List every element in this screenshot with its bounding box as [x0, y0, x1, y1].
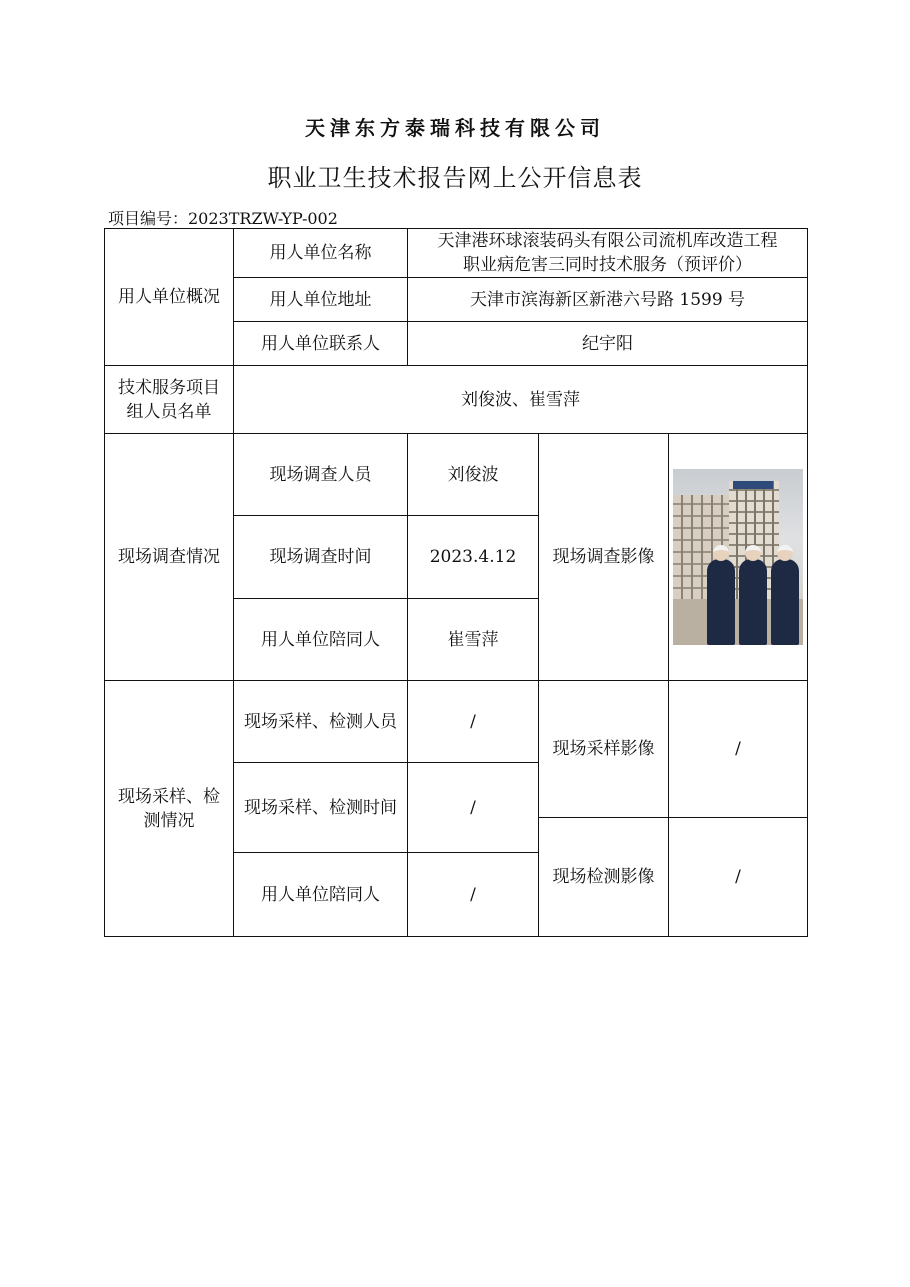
sampling-label-line1: 现场采样、检 [118, 786, 220, 807]
survey-staff-label: 现场调查人员 [234, 434, 408, 516]
employer-contact-value: 纪宇阳 [408, 322, 808, 366]
employer-name-line1: 天津港环球滚装码头有限公司流机库改造工程 [437, 231, 778, 251]
team-label-line1: 技术服务项目 [118, 377, 220, 398]
employer-address-value: 天津市滨海新区新港六号路 1599 号 [408, 278, 808, 322]
employer-name-value [408, 229, 808, 278]
sampling-image-label: 现场采样影像 [539, 681, 669, 818]
employer-overview-label: 用人单位概况 [105, 229, 234, 366]
project-number: 项目编号：2023TRZW-YP-002 [108, 209, 338, 228]
person-3 [771, 559, 799, 645]
sampling-staff-label: 现场采样、检测人员 [234, 681, 408, 763]
team-value: 刘俊波、崔雪萍 [234, 366, 808, 434]
sampling-image-value: / [669, 681, 808, 818]
employer-name-label: 用人单位名称 [234, 229, 408, 278]
person-1 [707, 559, 735, 645]
person-2 [739, 559, 767, 645]
person-1-head [713, 545, 729, 561]
sampling-staff-value: / [408, 681, 539, 763]
team-label [105, 366, 234, 434]
sampling-label [105, 681, 234, 937]
survey-staff-value: 刘俊波 [408, 434, 539, 516]
survey-image-label: 现场调查影像 [539, 434, 669, 681]
survey-image-cell [669, 434, 808, 681]
sampling-escort-value: / [408, 853, 539, 937]
survey-time-label: 现场调查时间 [234, 516, 408, 599]
employer-contact-label: 用人单位联系人 [234, 322, 408, 366]
person-2-head [745, 545, 761, 561]
building-sign [733, 481, 773, 489]
survey-escort-label: 用人单位陪同人 [234, 599, 408, 681]
survey-time-value: 2023.4.12 [408, 516, 539, 599]
sampling-time-label: 现场采样、检测时间 [234, 763, 408, 853]
sampling-label-line2: 测情况 [143, 810, 195, 831]
survey-escort-value: 崔雪萍 [408, 599, 539, 681]
employer-name-line2: 职业病危害三同时技术服务（预评价） [463, 255, 752, 275]
company-name: 天津东方泰瑞科技有限公司 [305, 116, 605, 140]
testing-image-label: 现场检测影像 [539, 818, 669, 937]
sampling-escort-label: 用人单位陪同人 [234, 853, 408, 937]
employer-address-label: 用人单位地址 [234, 278, 408, 322]
page-title: 职业卫生技术报告网上公开信息表 [267, 164, 643, 192]
survey-photo [673, 469, 803, 645]
testing-image-value: / [669, 818, 808, 937]
team-label-line2: 组人员名单 [126, 401, 212, 422]
info-table [104, 228, 808, 937]
sampling-time-value: / [408, 763, 539, 853]
person-3-head [777, 545, 793, 561]
site-survey-label: 现场调查情况 [105, 434, 234, 681]
